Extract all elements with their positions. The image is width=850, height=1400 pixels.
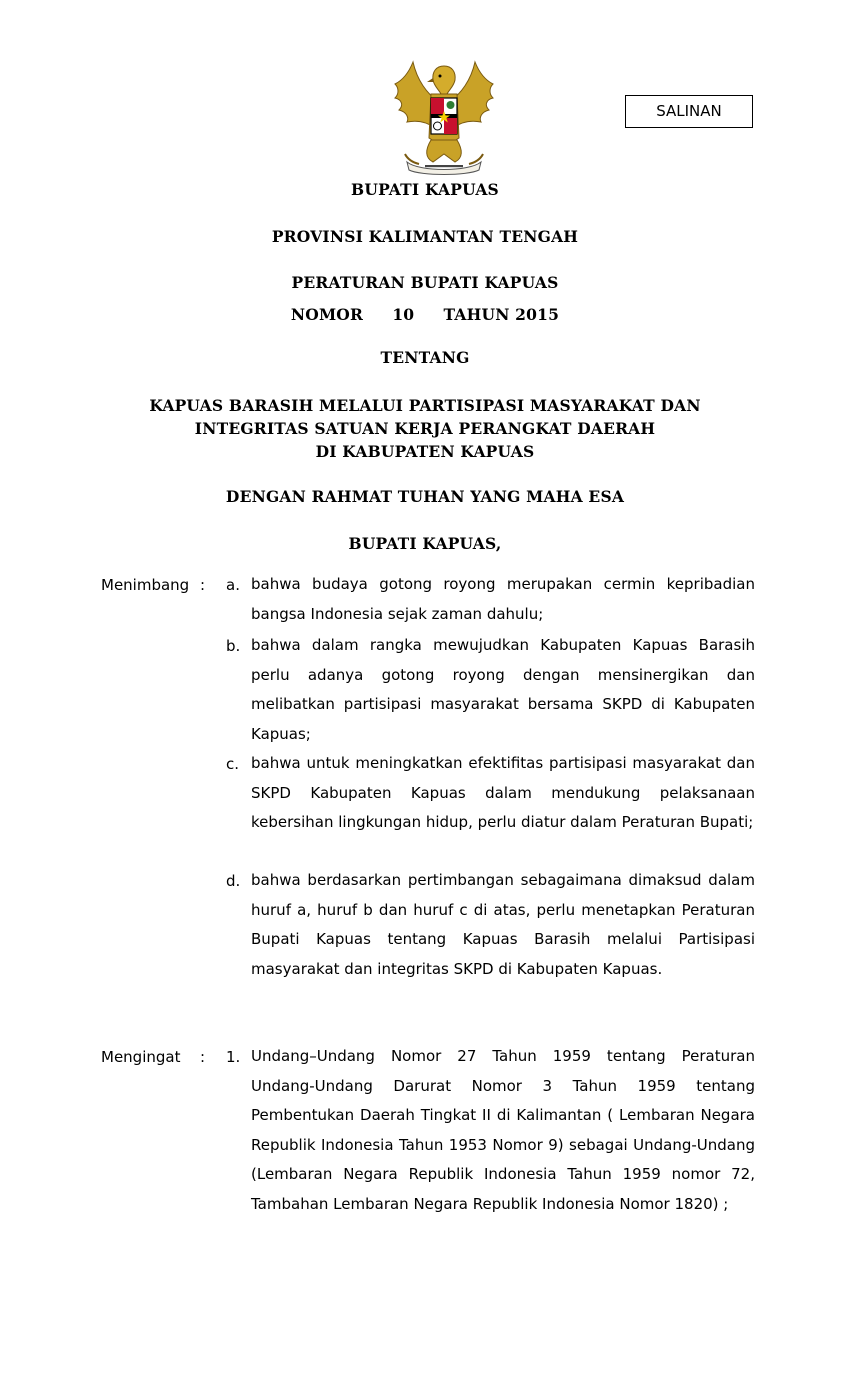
province-title: PROVINSI KALIMANTAN TENGAH bbox=[271, 227, 579, 246]
subject-title-line-1: KAPUAS BARASIH MELALUI PARTISIPASI MASYARAKAT DAN bbox=[149, 396, 701, 415]
menimbang-item-c: bahwa untuk meningkatkan efektifitas partisipasi masyarakat dan SKPD Kabupaten Kapuas dalam mendukung pelaksanaan kebersihan lingkungan hidup, perlu diatur dalam Peraturan Bupati; bbox=[251, 754, 755, 831]
mengingat-mark-1: 1. bbox=[226, 1048, 241, 1066]
invocation: DENGAN RAHMAT TUHAN YANG MAHA ESA bbox=[225, 487, 625, 506]
menimbang-item-b: bahwa dalam rangka mewujudkan Kabupaten Kapuas Barasih perlu adanya gotong royong dengan mensinergikan dan melibatkan partisipasi masyarakat bersama SKPD di Kabupaten Kapuas; bbox=[251, 636, 755, 743]
nomor-label: NOMOR bbox=[290, 305, 364, 324]
regulation-title: PERATURAN BUPATI KAPUAS bbox=[291, 273, 559, 292]
mengingat-item-1: Undang–Undang Nomor 27 Tahun 1959 tentang Peraturan Undang-Undang Darurat Nomor 3 Tahun 1959 tentang Pembentukan Daerah Tingkat II di Kalimantan ( Lembaran Negara Republik Indonesia Tahun 1953 Nomor 9) sebagai Undang-Undang (Lembaran Negara Republik Indonesia Tahun 1959 nomor 72, Tambahan Lembaran Negara Republik Indonesia Nomor 1820) ; bbox=[251, 1047, 755, 1213]
menimbang-label: Menimbang bbox=[101, 576, 190, 594]
authority-heading: BUPATI KAPUAS, bbox=[348, 534, 502, 553]
menimbang-mark-a: a. bbox=[226, 576, 240, 594]
subject-title-line-3: DI KABUPATEN KAPUAS bbox=[315, 442, 535, 461]
menimbang-colon: : bbox=[200, 576, 206, 594]
menimbang-mark-b: b. bbox=[226, 637, 241, 655]
mengingat-colon: : bbox=[200, 1048, 206, 1066]
nomor-value: 10 bbox=[392, 305, 415, 324]
mengingat-label: Mengingat bbox=[101, 1048, 181, 1066]
salinan-stamp-box: SALINAN bbox=[625, 95, 753, 128]
regulation-number-line bbox=[0, 305, 850, 324]
subject-title-line-2: INTEGRITAS SATUAN KERJA PERANGKAT DAERAH bbox=[194, 419, 656, 438]
issuer-title: BUPATI KAPUAS bbox=[351, 180, 499, 199]
menimbang-mark-c: c. bbox=[226, 755, 240, 773]
tahun-label: TAHUN 2015 bbox=[443, 305, 560, 324]
tentang-heading: TENTANG bbox=[380, 348, 470, 367]
menimbang-item-d: bahwa berdasarkan pertimbangan sebagaimana dimaksud dalam huruf a, huruf b dan huruf c di atas, perlu menetapkan Peraturan Bupati Kapuas tentang Kapuas Barasih melalui Partisipasi masyarakat dan integritas SKPD di Kabupaten Kapuas. bbox=[251, 871, 755, 978]
garuda-pancasila-emblem bbox=[389, 58, 499, 176]
menimbang-item-a: bahwa budaya gotong royong merupakan cermin kepribadian bangsa Indonesia sejak zaman dahulu; bbox=[251, 575, 755, 623]
menimbang-mark-d: d. bbox=[226, 872, 241, 890]
